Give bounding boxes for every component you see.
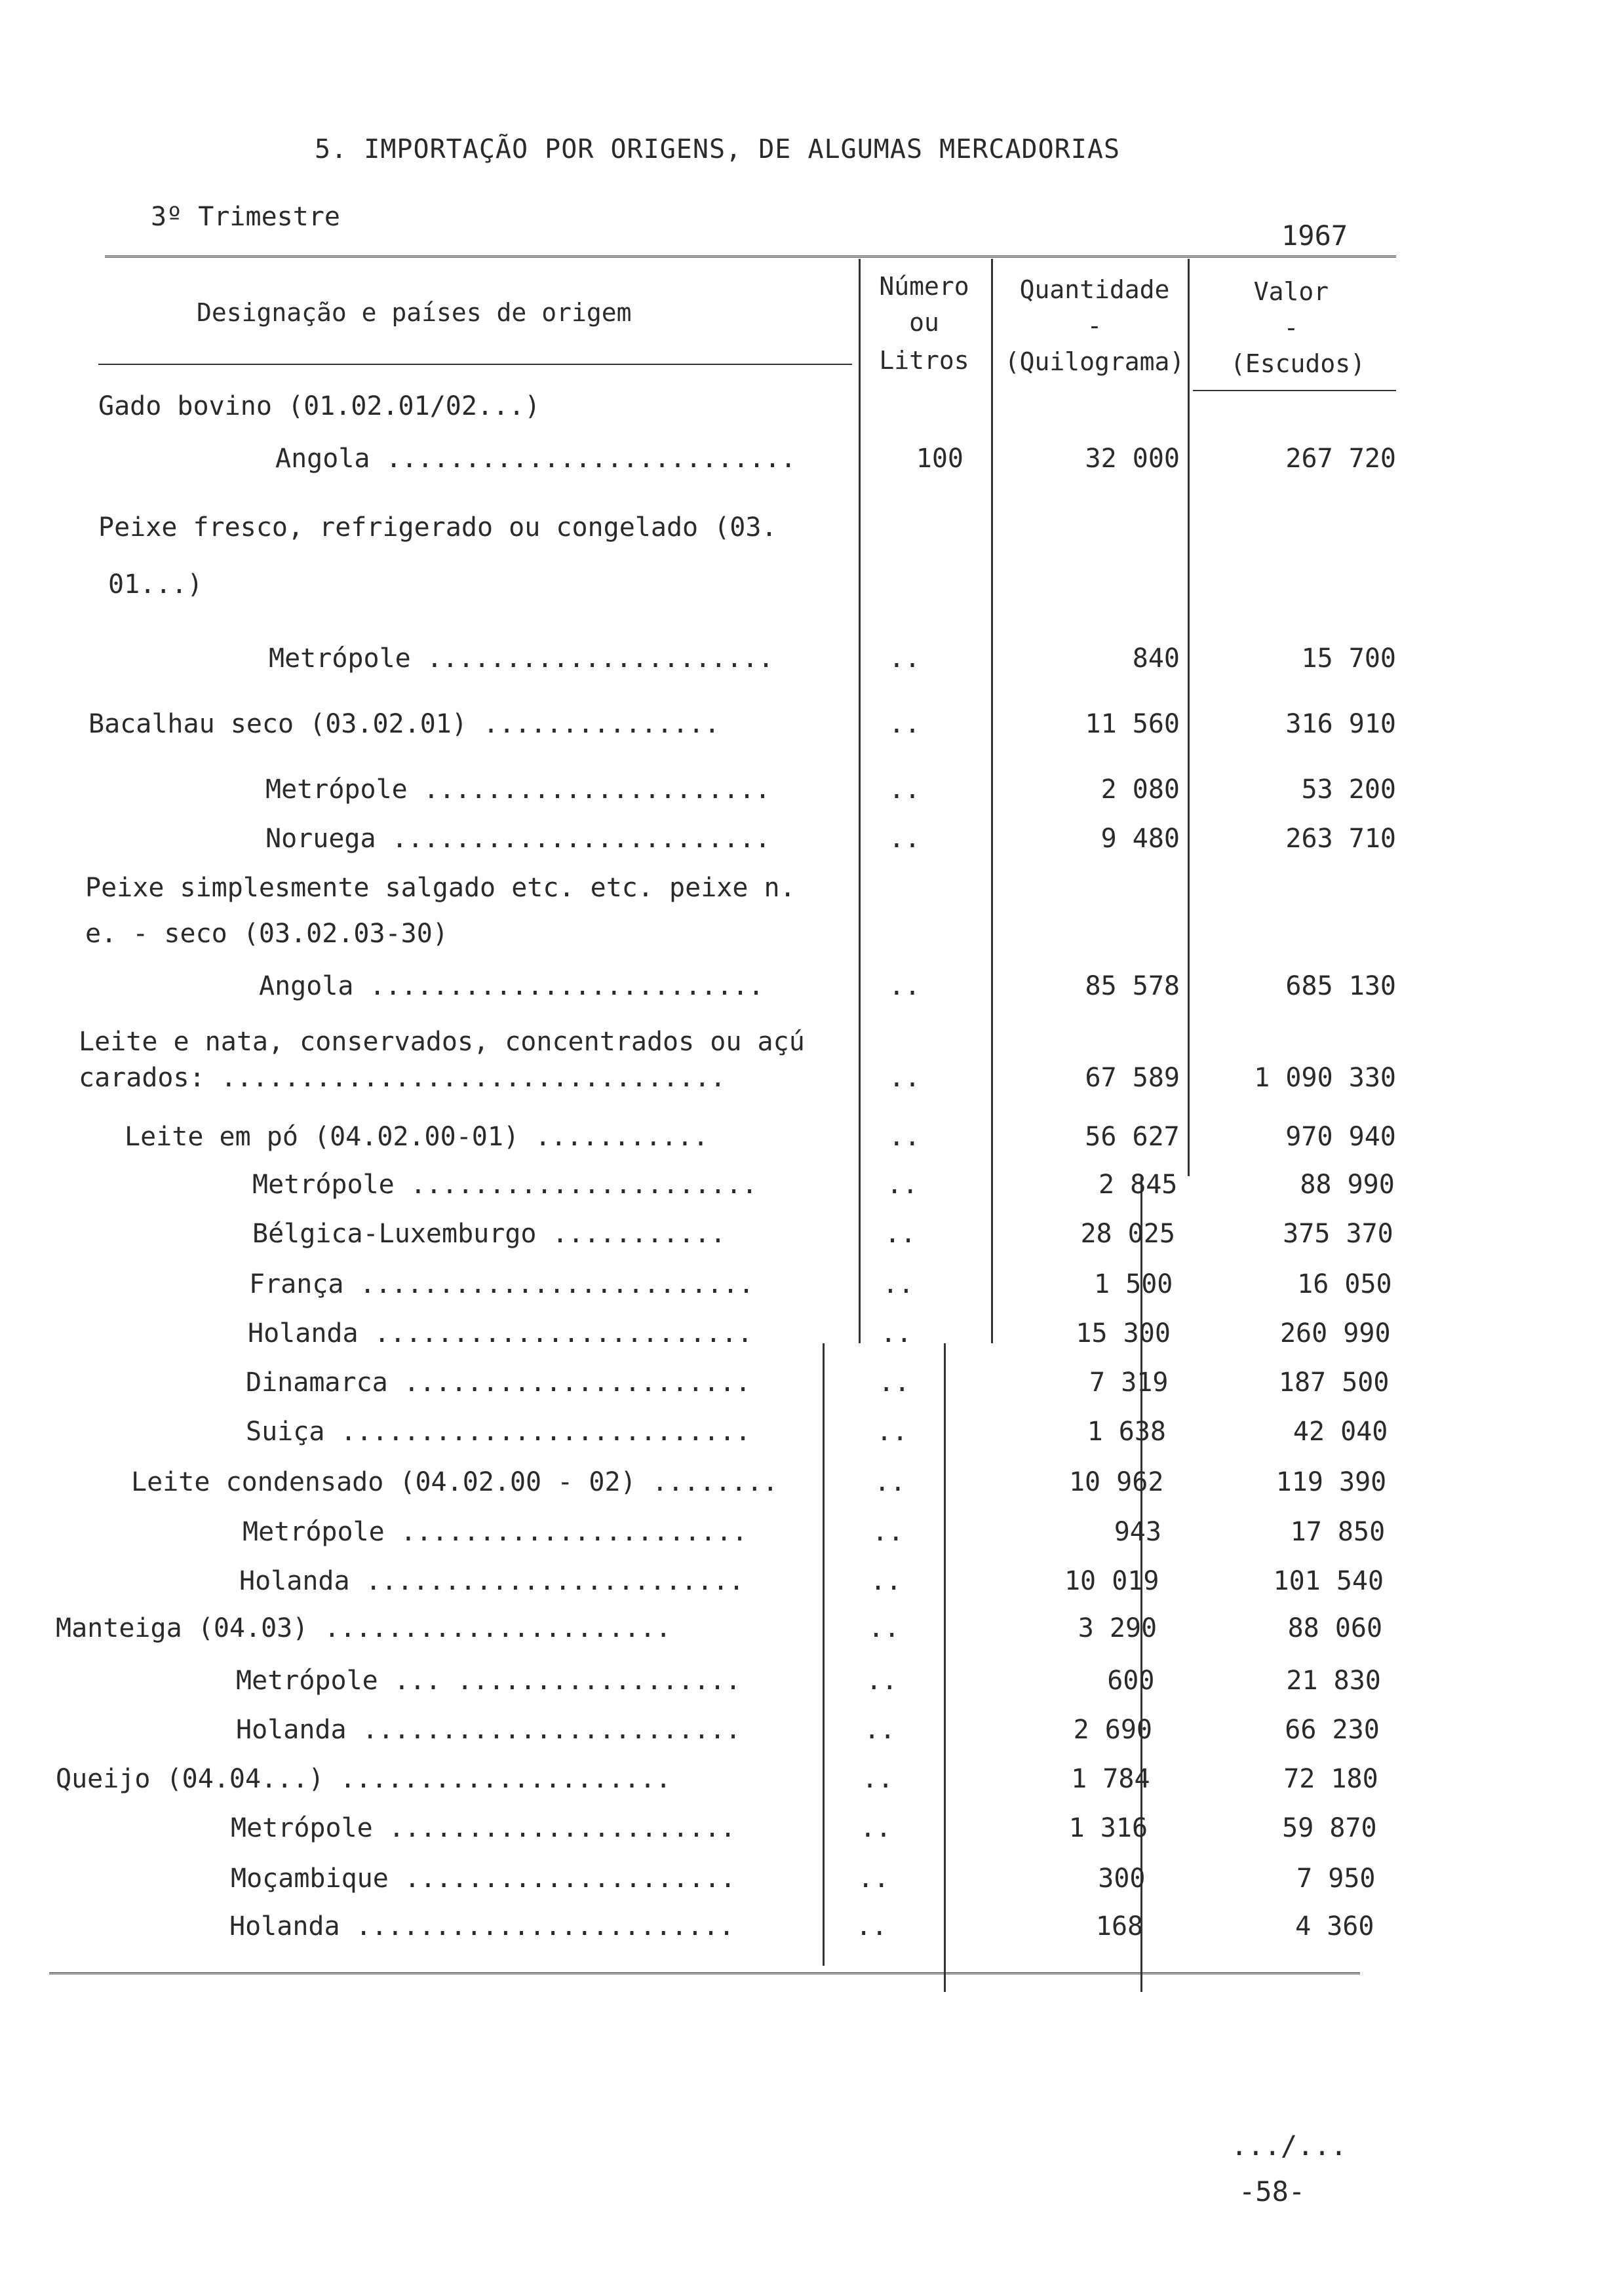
table-row [0,1609,1615,1648]
row-number: .. [866,1666,898,1696]
row-value: 260 990 [1279,1318,1391,1349]
row-label: Angola .......................... [275,444,796,474]
row-number: .. [886,1170,918,1200]
table-row [0,1058,1615,1098]
table-bottom-rule [49,1972,1360,1977]
row-quantity: 1 638 [1087,1417,1166,1447]
row-quantity: 10 019 [1064,1566,1159,1596]
row-value: 21 830 [1286,1666,1381,1696]
row-label: Noruega ........................ [265,824,771,854]
header-number-2: ou [909,308,939,337]
period-label: 3º Trimestre [151,202,340,232]
table-row [0,639,1615,678]
table-row [0,1512,1615,1552]
row-value: 119 390 [1275,1467,1387,1497]
row-quantity: 56 627 [1085,1122,1180,1152]
row-label: Leite em pó (04.02.00-01) ........... [125,1122,709,1152]
row-value: 970 940 [1285,1122,1396,1152]
row-label: Holanda ........................ [229,1911,735,1942]
row-quantity: 10 962 [1068,1467,1164,1497]
row-number: .. [870,1566,902,1596]
row-quantity: 32 000 [1085,444,1180,474]
table-row [0,439,1615,478]
row-label: Queijo (04.04...) ..................... [56,1764,672,1794]
table-row [0,819,1615,858]
row-label: 01...) [108,569,203,600]
row-quantity: 15 300 [1076,1318,1171,1349]
table-row [0,1561,1615,1601]
row-quantity: 9 480 [1100,824,1180,854]
table-row [0,1808,1615,1848]
row-number: .. [861,1764,894,1794]
row-quantity: 840 [1132,643,1180,674]
row-number: .. [882,1269,914,1299]
row-quantity: 2 080 [1100,775,1180,805]
table-row [0,1165,1615,1204]
row-number: .. [859,1813,892,1843]
row-value: 15 700 [1301,643,1396,674]
row-label: Holanda ........................ [236,1715,741,1745]
row-label: e. - seco (03.02.03-30) [85,919,448,949]
row-quantity: 300 [1098,1864,1146,1894]
table-row [0,770,1615,809]
row-label: Metrópole ...................... [243,1517,748,1547]
row-value: 187 500 [1278,1368,1390,1398]
row-quantity: 67 589 [1085,1063,1180,1093]
year-label: 1967 [1281,220,1348,252]
table-row [0,1363,1615,1402]
row-label: Metrópole ...................... [269,643,774,674]
row-quantity: 943 [1114,1517,1161,1547]
header-number-1: Número [879,272,969,301]
row-number: .. [868,1613,900,1643]
row-value: 53 200 [1301,775,1396,805]
header-bottom-rule-left [98,364,852,365]
row-value: 685 130 [1285,971,1396,1001]
row-quantity: 85 578 [1085,971,1180,1001]
row-value: 267 720 [1285,444,1396,474]
row-value: 7 950 [1296,1864,1376,1894]
row-label: Bélgica-Luxemburgo ........... [252,1219,726,1249]
table-row [0,1710,1615,1750]
row-value: 88 060 [1287,1613,1383,1643]
row-value: 316 910 [1285,709,1396,739]
row-value: 17 850 [1290,1517,1386,1547]
row-label: Dinamarca ...................... [246,1368,751,1398]
row-value: 72 180 [1283,1764,1378,1794]
row-value: 4 360 [1295,1911,1374,1942]
table-row [0,1907,1615,1946]
row-number: .. [888,643,921,674]
row-label: Holanda ........................ [239,1566,745,1596]
row-label: Angola ......................... [259,971,764,1001]
table-row [0,966,1615,1006]
table-row [0,1117,1615,1157]
row-value: 59 870 [1282,1813,1377,1843]
continuation-marker: .../... [1231,2130,1348,2162]
header-quantity-1: Quantidade [1019,275,1170,304]
row-label: Manteiga (04.03) ...................... [56,1613,672,1643]
row-number: .. [888,775,921,805]
row-label: Peixe simplesmente salgado etc. etc. peixe n. [85,873,796,903]
header-quantity-3: (Quilograma) [1004,347,1185,376]
row-label: Peixe fresco, refrigerado ou congelado (03. [98,512,777,543]
row-label: França ......................... [249,1269,754,1299]
row-value: 16 050 [1297,1269,1392,1299]
row-label: Leite condensado (04.02.00 - 02) ........ [131,1467,779,1497]
row-value: 1 090 330 [1254,1063,1396,1093]
row-number: .. [888,709,921,739]
row-quantity: 1 500 [1093,1269,1173,1299]
row-number: .. [874,1467,906,1497]
row-label: Bacalhau seco (03.02.01) ............... [88,709,720,739]
header-designation: Designação e países de origem [197,298,632,327]
row-number: .. [888,971,921,1001]
row-quantity: 168 [1095,1911,1144,1942]
row-quantity: 7 319 [1089,1368,1169,1398]
row-number: .. [888,1122,920,1152]
table-row [0,387,1615,426]
row-value: 42 040 [1293,1417,1388,1447]
row-label: Metrópole ...................... [231,1813,736,1843]
row-value: 375 370 [1283,1219,1393,1249]
row-label: Moçambique ..................... [231,1864,736,1894]
table-row [0,868,1615,908]
row-value: 101 540 [1273,1566,1384,1596]
header-value-2: - [1283,313,1299,342]
row-label: Metrópole ...................... [252,1170,758,1200]
row-quantity: 1 784 [1071,1764,1150,1794]
row-quantity: 1 316 [1068,1813,1148,1843]
row-number: .. [876,1417,908,1447]
header-value-1: Valor [1253,277,1329,306]
row-number: 100 [916,444,963,474]
table-top-rule [105,256,1396,260]
row-number: .. [884,1219,916,1249]
row-number: .. [888,1063,921,1093]
row-number: .. [872,1517,904,1547]
row-number: .. [855,1911,887,1942]
header-value-3: (Escudos) [1230,349,1365,378]
table-row [0,565,1615,604]
table-row [0,704,1615,744]
row-label: Suiça .......................... [246,1417,751,1447]
document-title: 5. IMPORTAÇÃO POR ORIGENS, DE ALGUMAS MERCADORIAS [315,134,1121,164]
row-number: .. [878,1368,910,1398]
row-label: Holanda ........................ [248,1318,753,1349]
table-row [0,1314,1615,1353]
table-row [0,914,1615,953]
table-row [0,1859,1615,1898]
header-number-3: Litros [879,346,969,375]
row-label: Metrópole ...................... [265,775,771,805]
row-label: carados: ................................ [79,1063,726,1093]
row-number: .. [864,1715,896,1745]
row-quantity: 2 845 [1098,1170,1178,1200]
table-row [0,1265,1615,1304]
row-quantity: 28 025 [1080,1219,1175,1249]
page-number: -58- [1239,2175,1306,2208]
table-row [0,1759,1615,1799]
table-row [0,508,1615,547]
row-quantity: 600 [1107,1666,1155,1696]
row-label: Leite e nata, conservados, concentrados ou açú [79,1027,805,1057]
table-row [0,1214,1615,1253]
table-row [0,1412,1615,1451]
row-quantity: 2 690 [1073,1715,1152,1745]
header-quantity-2: - [1087,311,1102,340]
row-value: 263 710 [1285,824,1396,854]
row-label: Gado bovino (01.02.01/02...) [98,391,541,421]
row-number: .. [888,824,921,854]
table-row [0,1022,1615,1062]
row-value: 66 230 [1285,1715,1380,1745]
row-quantity: 11 560 [1085,709,1180,739]
row-number: .. [857,1864,889,1894]
row-quantity: 3 290 [1078,1613,1158,1643]
table-row [0,1463,1615,1502]
table-row [0,1661,1615,1700]
row-value: 88 990 [1300,1170,1395,1200]
row-label: Metrópole ... .................. [236,1666,741,1696]
row-number: .. [880,1318,912,1349]
